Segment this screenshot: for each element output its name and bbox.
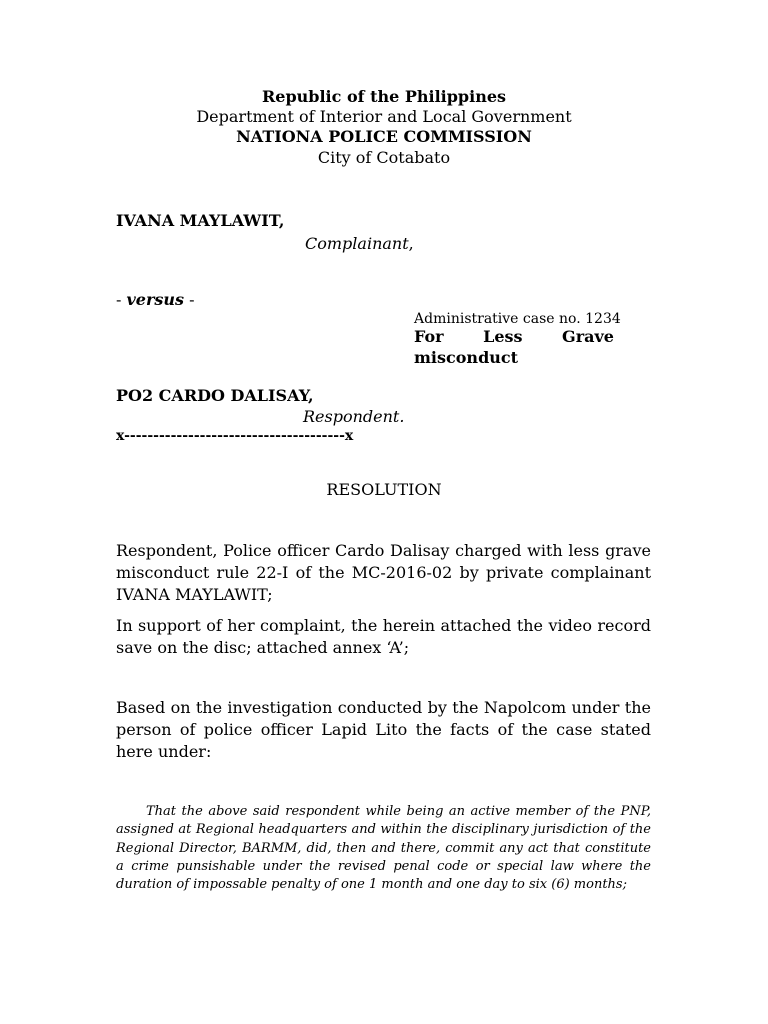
charge-line-2: misconduct bbox=[414, 348, 519, 367]
header-city: City of Cotabato bbox=[317, 148, 451, 167]
charge-word-less: Less bbox=[483, 327, 523, 346]
versus-word: versus bbox=[126, 290, 185, 309]
case-number: Administrative case no. 1234 bbox=[414, 311, 621, 327]
complainant-role: Complainant bbox=[305, 234, 409, 253]
versus-line bbox=[116, 290, 195, 309]
facts-quote bbox=[116, 803, 651, 894]
header-department: Department of Interior and Local Government bbox=[196, 107, 572, 126]
respondent-name: PO2 CARDO DALISAY, bbox=[116, 386, 314, 405]
header-commission: NATIONA POLICE COMMISSION bbox=[236, 127, 532, 146]
complainant-role-line bbox=[305, 234, 414, 253]
paragraph-1: Respondent, Police officer Cardo Dalisay charged with less grave misconduct rule 22-I of the MC-2016-02 by private complainant IVANA MAYLAWIT; bbox=[116, 541, 651, 604]
respondent-role: Respondent. bbox=[303, 407, 405, 426]
complainant-name: IVANA MAYLAWIT, bbox=[116, 211, 285, 230]
caption-separator: x--------------------------------------x bbox=[116, 428, 354, 444]
charge-word-for: For bbox=[414, 327, 444, 346]
paragraph-2: In support of her complaint, the herein attached the video record save on the disc; attached annex ‘A’; bbox=[116, 616, 651, 657]
resolution-title: RESOLUTION bbox=[326, 480, 442, 499]
charge-word-grave: Grave bbox=[562, 327, 614, 346]
complainant-comma: , bbox=[408, 234, 414, 253]
header-republic: Republic of the Philippines bbox=[261, 87, 507, 106]
charge-line-1 bbox=[414, 327, 614, 346]
facts-quote-text: That the above said respondent while being an active member of the PNP, assigned at Regional headquarters and within the disciplinary jurisdiction of the Regional Director, BARMM, did, then and there, commit any act that constitute a crime punsishable under the revised penal code or special law where the duration of impossable penalty of one 1 month and one day to six (6) months; bbox=[116, 804, 651, 893]
versus-dash-left: - bbox=[116, 290, 127, 309]
versus-dash-right: - bbox=[184, 290, 195, 309]
paragraph-3: Based on the investigation conducted by the Napolcom under the person of police officer Lapid Lito the facts of the case stated here under: bbox=[116, 698, 651, 761]
